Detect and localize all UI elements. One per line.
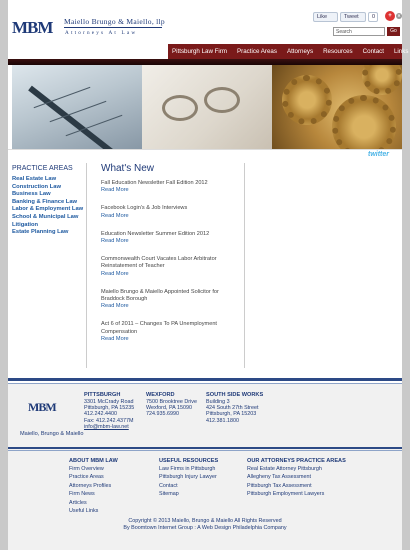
- copyright: [8, 518, 402, 531]
- footer-logo[interactable]: MBM: [28, 400, 56, 414]
- office-line: 412.242.4400: [84, 411, 117, 418]
- news-item: [101, 256, 241, 278]
- news-item: [101, 321, 241, 343]
- gear: [282, 75, 332, 125]
- nav-links[interactable]: Links: [393, 48, 409, 55]
- facebook-like-button[interactable]: [313, 12, 338, 22]
- footer-col-about: [69, 457, 149, 515]
- tweet-label: Tweet: [344, 14, 359, 20]
- glasses-lens: [162, 95, 198, 121]
- hero-image-gears: [272, 65, 402, 149]
- footer-link[interactable]: Contact: [159, 482, 178, 489]
- read-more-link[interactable]: Read More: [101, 238, 129, 245]
- office-line: 7500 Brooktree Drive: [146, 399, 197, 405]
- search-go-button[interactable]: Go: [387, 27, 400, 36]
- office-line: Wexford, PA 15090: [146, 405, 192, 412]
- email-link[interactable]: info@mbm-law.net: [84, 423, 129, 430]
- office-line: Pittsburgh, PA 15235: [84, 405, 135, 412]
- footer: [8, 384, 402, 550]
- glasses-lens: [204, 87, 240, 113]
- nav-pittsburgh-law-firm[interactable]: Pittsburgh Law Firm: [172, 48, 228, 55]
- column-divider: [86, 163, 87, 368]
- footer-col-title: ABOUT MBM LAW: [69, 458, 118, 464]
- read-more-link[interactable]: Read More: [101, 187, 129, 194]
- column-divider: [244, 163, 245, 368]
- footer-col-practice-areas: [247, 457, 367, 499]
- news-item: [101, 180, 241, 194]
- header: [8, 0, 409, 62]
- footer-link[interactable]: Attorneys Profiles: [69, 482, 112, 489]
- office-wexford: [146, 392, 206, 418]
- news-headline: Fall Education Newsletter Fall Edition 2012: [101, 180, 208, 186]
- footer-col-title: USEFUL RESOURCES: [159, 458, 219, 464]
- twitter-logo[interactable]: twitter: [368, 151, 389, 158]
- whats-new-list: [101, 180, 241, 354]
- news-headline: Act 6 of 2011 – Changes To PA Unemployment Compensation: [101, 321, 217, 335]
- office-line: Fax: 412.242.4377M: [84, 417, 134, 424]
- news-headline: Maiello Brungo & Maiello Appointed Solicitor for Braddock Borough: [101, 288, 219, 303]
- tweet-count: 0: [368, 12, 378, 22]
- whats-new-title: What's New: [101, 163, 155, 174]
- office-line: 424 South 27th Street: [206, 405, 259, 412]
- main-nav: [168, 44, 409, 59]
- office-pittsburgh: [84, 392, 144, 430]
- footer-top-rule: [8, 378, 402, 381]
- news-item: [101, 289, 241, 311]
- firm-tagline: Attorneys At Law: [65, 30, 138, 36]
- office-line: 724.935.6990: [146, 411, 179, 418]
- news-headline: Commonwealth Court Vacates Labor Arbitrator Reinstatement of Teacher: [101, 256, 217, 270]
- nav-resources[interactable]: Resources: [323, 48, 353, 55]
- footer-link[interactable]: Pittsburgh Injury Lawyer: [159, 474, 217, 481]
- read-more-link[interactable]: Read More: [101, 270, 129, 277]
- hero-image-glasses: [142, 65, 272, 149]
- footer-link[interactable]: Useful Links: [69, 508, 99, 515]
- read-more-link[interactable]: Read More: [101, 335, 129, 342]
- news-item: [101, 231, 241, 245]
- practice-area-link[interactable]: Business Law: [12, 191, 51, 198]
- footer-col-title: OUR ATTORNEYS PRACTICE AREAS: [247, 458, 346, 464]
- firm-name: Maiello Brungo & Maiello, llp: [64, 17, 165, 26]
- page: [8, 0, 409, 550]
- footer-divider-thin: [8, 450, 402, 451]
- practice-area-link[interactable]: Construction Law: [12, 183, 61, 190]
- news-headline: Education Newsletter Summer Edition 2012: [101, 230, 210, 237]
- office-line: Building 3: [206, 399, 230, 405]
- gear: [332, 95, 396, 149]
- office-line: 3301 McCrady Road: [84, 399, 134, 405]
- footer-link[interactable]: Practice Areas: [69, 474, 104, 481]
- footer-link[interactable]: Articles: [69, 499, 87, 506]
- read-more-link[interactable]: Read More: [101, 212, 129, 219]
- practice-area-link[interactable]: Litigation: [12, 221, 39, 228]
- practice-area-link[interactable]: School & Municipal Law: [12, 213, 79, 220]
- footer-link[interactable]: Real Estate Attorney Pittsburgh: [247, 466, 322, 472]
- footer-link[interactable]: Pittsburgh Tax Assessment: [247, 482, 312, 489]
- logo-divider: [64, 27, 162, 28]
- search-input[interactable]: [333, 27, 385, 36]
- footer-link[interactable]: Firm News: [69, 491, 95, 498]
- footer-link[interactable]: Sitemap: [159, 491, 179, 498]
- nav-contact[interactable]: Contact: [362, 48, 384, 55]
- tweet-button[interactable]: [340, 12, 366, 22]
- practice-area-link[interactable]: Banking & Finance Law: [12, 198, 78, 205]
- like-label: Like: [317, 14, 328, 20]
- footer-link[interactable]: Allegheny Tax Assessment: [247, 474, 312, 481]
- practice-area-link[interactable]: Estate Planning Law: [12, 229, 69, 236]
- hero-image-rowers: [12, 65, 142, 149]
- office-line: Pittsburgh, PA 15203: [206, 411, 257, 418]
- footer-firm-name: Maiello, Brungo & Maiello: [20, 431, 84, 437]
- footer-link[interactable]: Pittsburgh Employment Lawyers: [247, 491, 325, 498]
- footer-col-resources: [159, 457, 239, 499]
- footer-link[interactable]: Law Firms in Pittsburgh: [159, 466, 216, 472]
- google-plus-icon[interactable]: +: [385, 11, 395, 21]
- news-item: [101, 205, 241, 219]
- logo[interactable]: MBM: [12, 18, 53, 37]
- hero-divider: [8, 149, 402, 150]
- practice-areas-title: PRACTICE AREAS: [12, 165, 73, 172]
- office-south-side-works: [206, 392, 276, 424]
- practice-area-link[interactable]: Labor & Employment Law: [12, 206, 84, 213]
- practice-area-link[interactable]: Real Estate Law: [12, 176, 57, 182]
- credit-link[interactable]: By Boomtown Internet Group : A Web Design Philadelphia Company: [123, 524, 287, 531]
- practice-areas-list: [12, 176, 88, 237]
- copyright-text: Copyright © 2013 Maiello, Brungo & Maiello All Rights Reserved: [128, 518, 282, 524]
- office-title: PITTSBURGH: [84, 392, 121, 398]
- rowing-boat: [28, 86, 142, 149]
- office-title: WEXFORD: [146, 392, 175, 398]
- footer-link[interactable]: Firm Overview: [69, 466, 104, 472]
- nav-attorneys[interactable]: Attorneys: [286, 48, 314, 55]
- footer-divider: [8, 447, 402, 449]
- share-icon[interactable]: ✕: [397, 13, 401, 18]
- nav-practice-areas[interactable]: Practice Areas: [237, 48, 277, 55]
- news-headline: Facebook Login's & Job Interviews: [101, 205, 188, 212]
- gear: [362, 65, 402, 95]
- office-title: SOUTH SIDE WORKS: [206, 392, 264, 398]
- office-line: 412.381.1800: [206, 417, 239, 424]
- read-more-link[interactable]: Read More: [101, 303, 129, 310]
